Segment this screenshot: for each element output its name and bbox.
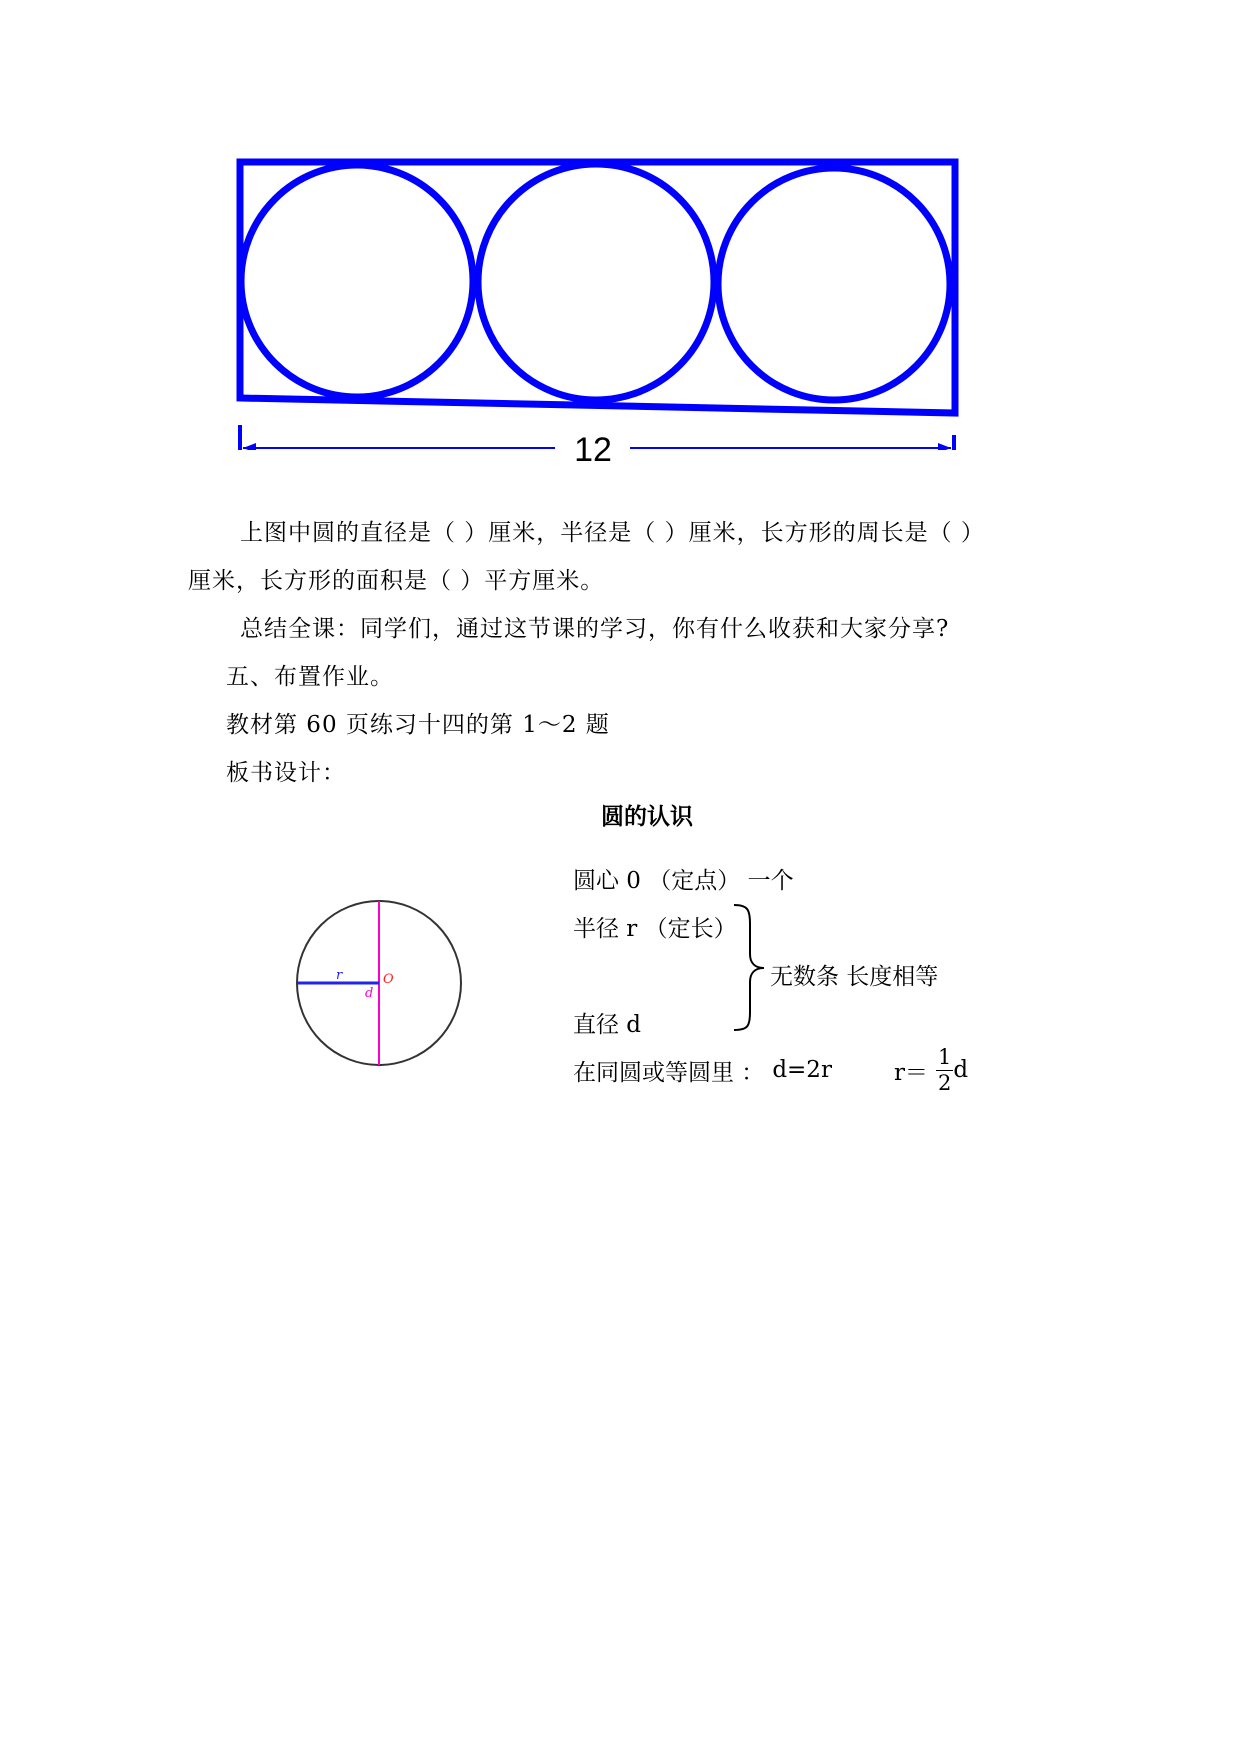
diagram-radius-label: r <box>336 968 343 983</box>
brace-text: 无数条 长度相等 <box>770 964 939 990</box>
diameter-line: 直径 d <box>573 1012 642 1038</box>
one-half-fraction <box>936 1044 953 1095</box>
board-title: 圆的认识 <box>601 804 693 830</box>
circle-3 <box>718 168 950 400</box>
relation-d: d=2r <box>772 1057 832 1083</box>
diagram-center-label: O <box>383 972 394 987</box>
center-line: 圆心 0 （定点） 一个 <box>573 868 794 894</box>
diagram-diameter-label: d <box>365 986 374 1001</box>
fraction-numerator: 1 <box>937 1044 952 1069</box>
board-heading: 板书设计： <box>226 760 346 786</box>
question-line-2: 厘米，长方形的面积是（ ）平方厘米。 <box>188 568 605 594</box>
circle-2 <box>478 164 714 400</box>
homework-heading: 五、布置作业。 <box>226 664 394 690</box>
rectangle-outline <box>240 162 955 413</box>
relation-label: 在同圆或等圆里 ： <box>573 1059 765 1086</box>
fraction-denominator: 2 <box>937 1070 952 1095</box>
question-line-1: 上图中圆的直径是（ ）厘米，半径是（ ）厘米，长方形的周长是（ ） <box>240 520 985 546</box>
brace-icon <box>730 902 770 1032</box>
circle-1 <box>241 165 473 397</box>
relation-line <box>573 1040 968 1100</box>
summary-text: 总结全课：同学们，通过这节课的学习，你有什么收获和大家分享? <box>240 616 950 642</box>
homework-text: 教材第 60 页练习十四的第 1～2 题 <box>226 712 610 738</box>
circle-diagram <box>290 895 470 1075</box>
dimension-label: 12 <box>574 431 612 469</box>
radius-line: 半径 r （定长） <box>573 916 737 942</box>
rectangle-circles-figure <box>200 140 970 450</box>
relation-r-prefix: r＝ <box>893 1059 928 1086</box>
relation-r-suffix: d <box>953 1057 969 1083</box>
